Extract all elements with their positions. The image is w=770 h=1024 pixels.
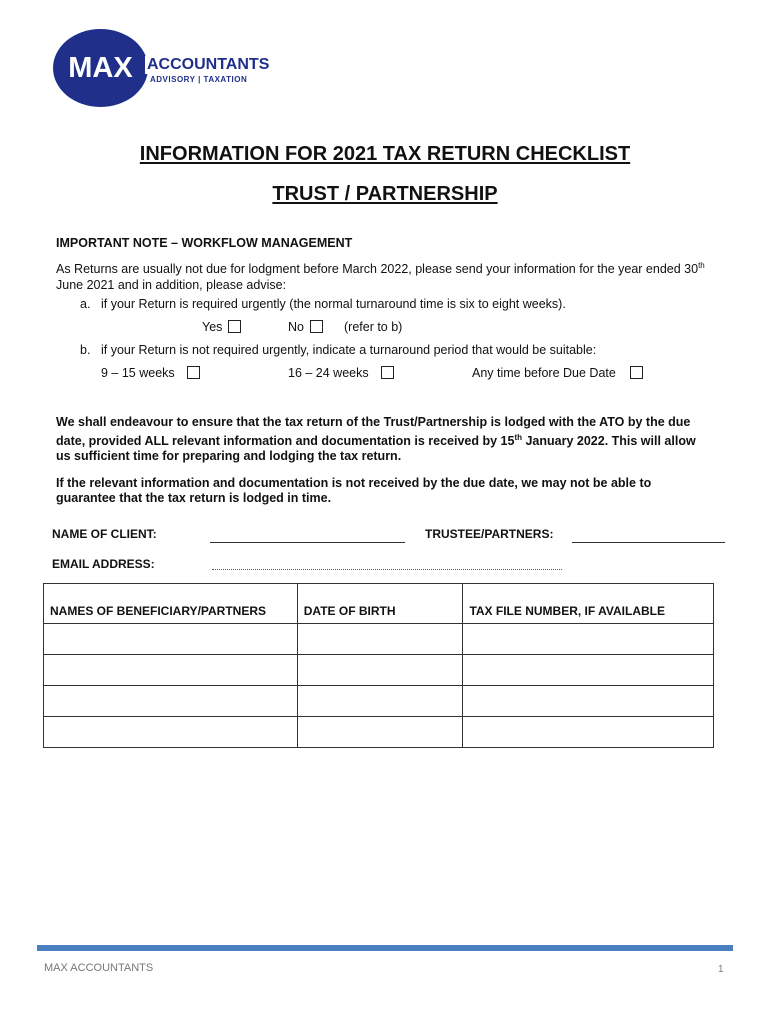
table-row — [44, 624, 714, 655]
table-cell[interactable] — [297, 655, 463, 686]
table-cell[interactable] — [44, 686, 298, 717]
table-row — [44, 717, 714, 748]
option-16-24-weeks — [288, 366, 394, 380]
item-a-marker: a. — [80, 297, 91, 311]
logo-name: ACCOUNTANTS — [147, 56, 270, 73]
client-name-field[interactable] — [210, 542, 405, 543]
beneficiary-table — [43, 583, 714, 748]
page-number: 1 — [718, 964, 724, 975]
warning-paragraph: If the relevant information and documentation is not received by the due date, we may not be able to guarantee that the tax return is lodged in time. — [56, 476, 652, 505]
urgent-yes-option — [202, 320, 241, 334]
table-cell[interactable] — [297, 686, 463, 717]
column-header-names: NAMES OF BENEFICIARY/PARTNERS — [44, 584, 298, 624]
item-b-text: if your Return is not required urgently, indicate a turnaround period that would be suitable: — [101, 343, 597, 357]
option-any-time-checkbox[interactable] — [630, 366, 643, 379]
table-row — [44, 686, 714, 717]
table-cell[interactable] — [297, 717, 463, 748]
yes-checkbox[interactable] — [228, 320, 241, 333]
table-cell[interactable] — [463, 717, 714, 748]
option-9-15-checkbox[interactable] — [187, 366, 200, 379]
urgent-no-option — [288, 320, 323, 334]
trustee-field[interactable] — [572, 542, 725, 543]
table-row — [44, 655, 714, 686]
item-b-marker: b. — [80, 343, 91, 357]
footer-divider — [37, 945, 733, 951]
table-cell[interactable] — [44, 655, 298, 686]
footer-company: MAX ACCOUNTANTS — [44, 962, 154, 974]
email-label: EMAIL ADDRESS: — [52, 557, 155, 571]
table-cell[interactable] — [463, 624, 714, 655]
item-a-text: if your Return is required urgently (the normal turnaround time is six to eight weeks). — [101, 297, 566, 311]
option-16-24-label: 16 – 24 weeks — [288, 366, 369, 380]
option-9-15-label: 9 – 15 weeks — [101, 366, 175, 380]
email-field[interactable] — [212, 569, 562, 570]
column-header-tfn: TAX FILE NUMBER, IF AVAILABLE — [463, 584, 714, 624]
option-any-time-label: Any time before Due Date — [472, 366, 616, 380]
no-checkbox[interactable] — [310, 320, 323, 333]
column-header-dob: DATE OF BIRTH — [297, 584, 463, 624]
option-16-24-checkbox[interactable] — [381, 366, 394, 379]
page-subtitle: TRUST / PARTNERSHIP — [272, 183, 498, 205]
endeavour-paragraph: We shall endeavour to ensure that the tax return of the Trust/Partnership is lodged with the ATO by the due date, provided ALL relevant information and documentation is received by 15th January 2022. This will allow us sufficient time for preparing and lodging the tax return. — [56, 415, 696, 464]
table-cell[interactable] — [463, 655, 714, 686]
table-header-row — [44, 584, 714, 624]
option-9-15-weeks — [101, 366, 200, 380]
refer-note: (refer to b) — [344, 320, 403, 334]
logo-tagline: ADVISORY | TAXATION — [150, 75, 248, 84]
important-note-heading: IMPORTANT NOTE – WORKFLOW MANAGEMENT — [56, 236, 353, 250]
table-cell[interactable] — [463, 686, 714, 717]
table-cell[interactable] — [44, 717, 298, 748]
table-cell[interactable] — [297, 624, 463, 655]
important-note-intro: As Returns are usually not due for lodgment before March 2022, please send your information for the year ended 30th June 2021 and in addition, please advise: — [56, 261, 705, 293]
trustee-label: TRUSTEE/PARTNERS: — [425, 527, 554, 541]
no-label: No — [288, 320, 304, 334]
table-cell[interactable] — [44, 624, 298, 655]
client-name-label: NAME OF CLIENT: — [52, 527, 157, 541]
option-any-time — [472, 366, 643, 380]
logo-mark: MAX — [53, 29, 148, 107]
page-title: INFORMATION FOR 2021 TAX RETURN CHECKLIST — [139, 143, 631, 165]
yes-label: Yes — [202, 320, 223, 334]
